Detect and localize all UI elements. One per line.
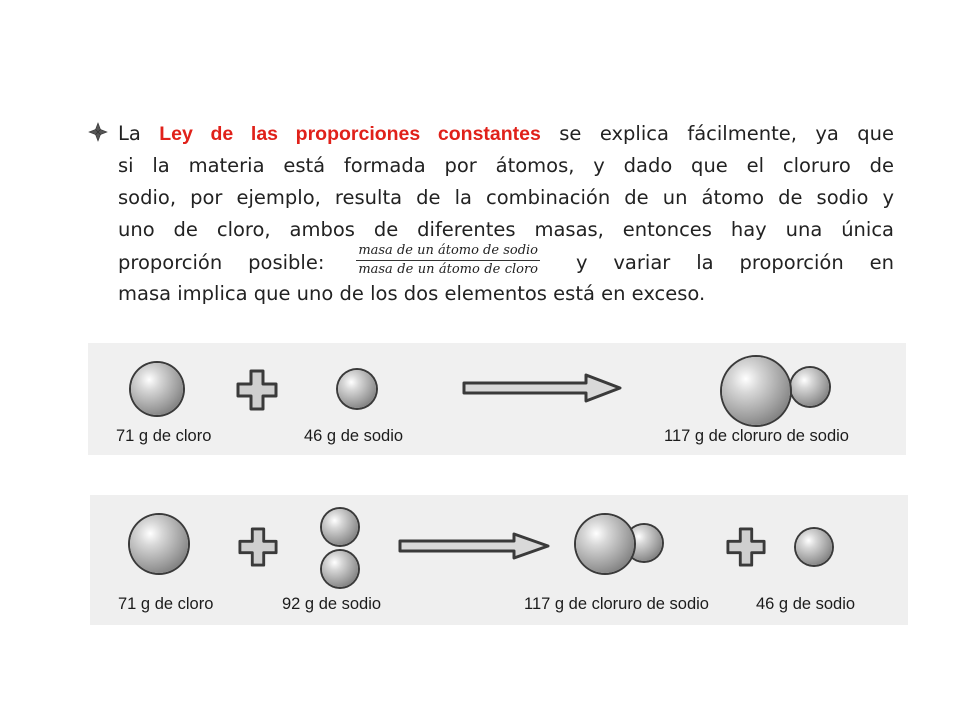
product-mass-label: 117 g de cloruro de sodio	[664, 427, 849, 445]
product-sodium-atom	[791, 368, 829, 406]
fraction-denominator: masa de un átomo de cloro	[358, 262, 539, 277]
product-mass-label: 117 g de cloruro de sodio	[524, 595, 709, 613]
sodium-atom	[338, 370, 376, 408]
sodium-mass-label: 92 g de sodio	[282, 595, 382, 613]
reaction-arrow-icon	[396, 531, 554, 561]
plus-icon	[236, 369, 278, 411]
chlorine-atom-large	[130, 515, 188, 573]
paragraph-line-4: uno de cloro, ambos de diferentes masas, entonces hay una única	[118, 218, 894, 241]
mass-ratio-fraction	[356, 243, 540, 278]
paragraph-line-6: masa implica que uno de los dos elementos está en exceso.	[118, 282, 706, 305]
law-name: Ley de las proporciones constantes	[159, 123, 541, 145]
excess-sodium-atom	[796, 529, 832, 565]
paragraph-line-3: sodio, por ejemplo, resulta de la combinación de un átomo de sodio y	[118, 186, 894, 209]
sodium-atom-top	[322, 509, 358, 545]
chlorine-atom-large	[131, 363, 183, 415]
chlorine-mass-label: 71 g de cloro	[118, 595, 214, 613]
reaction-diagram-excess	[90, 495, 908, 625]
reaction-diagram-exact	[88, 343, 906, 455]
paragraph-line-5: proporción posible: $\frac{\text{masa de un átomo de sodio}}{\text{masa de un átomo de cloro}}$ y variar la proporción en	[118, 243, 894, 277]
diamond-bullet-icon	[88, 122, 108, 142]
product-chlorine-atom	[576, 515, 634, 573]
plus-icon	[726, 527, 766, 567]
paragraph-line-2: si la materia está formada por átomos, y dado que el cloruro de	[118, 154, 894, 177]
paragraph-line-1: La Ley de las proporciones constantes se explica fácilmente, ya que	[118, 122, 894, 145]
reaction-arrow-icon	[460, 372, 626, 404]
chlorine-mass-label: 71 g de cloro	[116, 427, 212, 445]
fraction-numerator: masa de un átomo de sodio	[356, 243, 540, 261]
sodium-atom-bottom	[322, 551, 358, 587]
sodium-mass-label: 46 g de sodio	[304, 427, 404, 445]
plus-icon	[238, 527, 278, 567]
excess-sodium-mass-label: 46 g de sodio	[756, 595, 856, 613]
explanation-paragraph	[88, 118, 894, 310]
product-chlorine-atom	[722, 357, 790, 425]
